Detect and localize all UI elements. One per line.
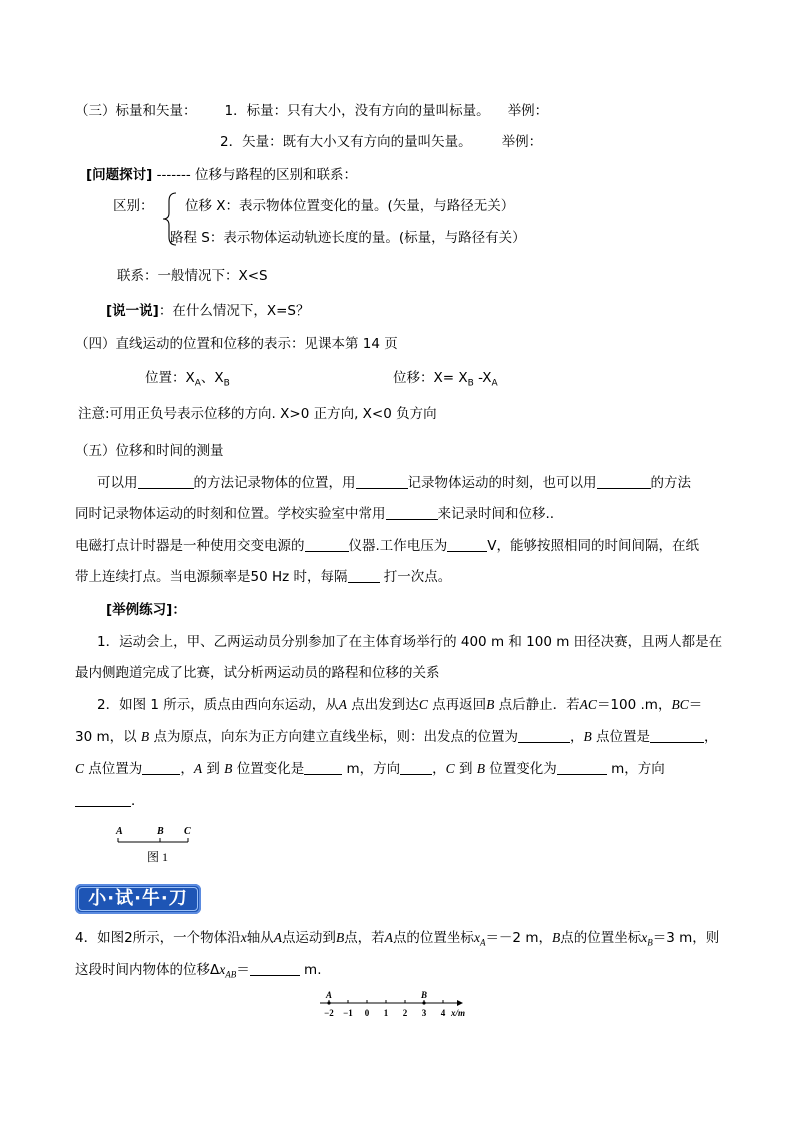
figure1-label-a: A — [116, 826, 123, 837]
text: 这段时间内物体的位移Δ — [75, 962, 220, 978]
text: 可以用 — [97, 475, 138, 491]
practice-banner — [75, 884, 201, 914]
section5-para-line3 — [75, 537, 699, 555]
figure2-label-a: A — [326, 990, 333, 1000]
text: 来记录时间和位移.. — [437, 506, 555, 522]
answer-blank[interactable] — [138, 474, 194, 489]
figure1-label-b: B — [157, 826, 164, 837]
text: 记录物体运动的时刻，也可以用 — [407, 475, 597, 491]
answer-blank[interactable] — [557, 760, 607, 775]
text: 点的位置坐标 — [560, 930, 642, 946]
text: 点，若 — [344, 930, 385, 946]
path-definition: 路程 S：表示物体运动轨迹长度的量。(标量，与路径有关） — [170, 230, 526, 246]
figure2-axis-label: x/m — [451, 1008, 466, 1018]
text: ， — [569, 729, 584, 745]
question2-line3 — [75, 760, 665, 778]
var-a: A — [338, 697, 348, 712]
text: 点位置为 — [84, 761, 143, 777]
scalar-example-label: 举例： — [507, 103, 549, 119]
text: 电磁打点计时器是一种使用交变电源的 — [75, 538, 305, 554]
sub-a: A — [479, 937, 486, 948]
answer-blank[interactable] — [142, 760, 180, 775]
section3-line2 — [220, 133, 542, 151]
section4-heading: （四）直线运动的位置和位移的表示：见课本第 14 页 — [75, 336, 398, 352]
text: 仪器.工作电压为 — [348, 538, 448, 554]
text: 轴从 — [246, 930, 274, 946]
var-x: x — [641, 930, 648, 945]
figure2-tick-label: −1 — [343, 1008, 353, 1018]
var-b: B — [486, 697, 495, 712]
discussion-title: ------- 位移与路程的区别和联系： — [152, 167, 358, 183]
answer-blank[interactable] — [400, 760, 432, 775]
text: 2．如图 1 所示，质点由西向东运动，从 — [97, 697, 339, 713]
text: 点的位置坐标 — [392, 930, 474, 946]
var-x: x — [473, 930, 480, 945]
text: 点位置是 — [591, 729, 651, 745]
answer-blank[interactable] — [650, 728, 704, 743]
figure2-number-line — [310, 988, 485, 1020]
text: ． — [131, 793, 145, 809]
text: 带上连续打点。当电源频率是50 Hz 时，每隔 — [75, 569, 348, 585]
say-question: ：在什么情况下，X=S？ — [158, 303, 310, 319]
vector-example-label: 举例： — [501, 134, 543, 150]
text: ， — [432, 761, 446, 777]
disp-sub-a: A — [491, 378, 498, 389]
figure2-tick-label: 4 — [440, 1008, 446, 1018]
question1-line2: 最内侧跑道完成了比赛，试分析两运动员的路程和位移的关系 — [75, 665, 440, 681]
var-b: B — [583, 729, 592, 744]
say-tag: [说一说] — [106, 303, 159, 319]
text: 30 m，以 — [75, 729, 137, 745]
var-c: C — [445, 761, 455, 776]
axis-arrow-icon — [457, 1000, 463, 1006]
var-c: C — [418, 697, 428, 712]
text: 点出发到达 — [347, 697, 419, 713]
var-x: x — [219, 962, 226, 977]
text: ＝ — [236, 962, 250, 978]
sub-ab: AB — [225, 969, 237, 980]
answer-blank[interactable] — [447, 537, 487, 552]
answer-blank[interactable] — [250, 961, 300, 976]
figure1-diagram — [110, 822, 200, 870]
question1-line1: 1．运动会上，甲、乙两运动员分别参加了在主体育场举行的 400 m 和 100 m 田径决赛，且两人都是在 — [97, 634, 723, 650]
text: 到 — [454, 761, 473, 777]
discussion-tag: [问题探讨] — [86, 167, 153, 183]
section3-heading: （三）标量和矢量： — [75, 103, 197, 119]
text: 点再返回 — [427, 697, 487, 713]
var-b: B — [224, 761, 233, 776]
text: ＝－2 m， — [485, 930, 552, 946]
disp-minus: -X — [473, 370, 492, 386]
figure2-tick-label: 0 — [364, 1008, 370, 1018]
question2-line2 — [75, 728, 718, 746]
figure2-tick-label: 1 — [383, 1008, 389, 1018]
figure2-tick-label: 2 — [402, 1008, 408, 1018]
figure2-tick-label: −2 — [324, 1008, 334, 1018]
answer-blank[interactable] — [356, 474, 408, 489]
text: 的方法 — [650, 475, 691, 491]
section5-heading: （五）位移和时间的测量 — [75, 443, 224, 459]
var-b: B — [140, 729, 150, 744]
text: V，能够按照相同的时间间隔，在纸 — [487, 538, 700, 554]
var-bc: BC — [671, 697, 689, 712]
text: m，方向 — [606, 761, 665, 777]
text: ＝ — [688, 697, 703, 713]
var-b: B — [551, 930, 561, 945]
text: 位置变化是 — [232, 761, 305, 777]
text: ＝3 m，则 — [652, 930, 720, 946]
figure2-tick-label: 3 — [421, 1008, 427, 1018]
var-b: B — [476, 761, 486, 776]
position-sep: 、X — [200, 370, 224, 386]
figure1-label-c: C — [184, 826, 191, 837]
discussion-heading — [86, 166, 357, 184]
var-c: C — [75, 761, 85, 776]
question4-line1 — [75, 929, 719, 952]
text: 同时记录物体运动的时刻和位置。学校实验室中常用 — [75, 506, 386, 522]
question4-line2 — [75, 961, 321, 984]
displacement-expression — [393, 369, 498, 393]
answer-blank[interactable] — [305, 537, 349, 552]
answer-blank[interactable] — [597, 474, 651, 489]
say-line — [106, 302, 309, 320]
section5-para-line4 — [75, 568, 451, 586]
section5-para-line1 — [97, 474, 691, 492]
var-a: A — [193, 761, 203, 776]
question2-line4 — [75, 792, 145, 810]
text: 点运动到 — [281, 930, 336, 946]
scalar-definition: 1．标量：只有大小，没有方向的量叫标量。 — [224, 103, 490, 119]
text: 的方法记录物体的位置，用 — [193, 475, 356, 491]
vector-definition: 2．矢量：既有大小又有方向的量叫矢量。 — [220, 134, 472, 150]
text: 打一次点。 — [379, 569, 452, 585]
position-label: 位置：X — [145, 370, 195, 386]
answer-blank[interactable] — [304, 760, 342, 775]
var-b: B — [335, 930, 345, 945]
section3-line1 — [75, 102, 548, 120]
figure2-label-b: B — [421, 990, 428, 1000]
text: m. — [299, 962, 322, 978]
banner-text: 小·试·牛·刀 — [88, 888, 188, 909]
answer-blank[interactable] — [75, 792, 131, 807]
var-a: A — [273, 930, 282, 945]
text: 到 — [202, 761, 220, 777]
text: 位置变化为 — [485, 761, 557, 777]
answer-blank[interactable] — [518, 728, 570, 743]
sub-b: B — [647, 937, 653, 948]
disp-sub-b: B — [467, 378, 474, 389]
text: ＝100 .m， — [596, 697, 672, 713]
position-sub-b: B — [223, 378, 230, 389]
difference-label: 区别： — [113, 198, 154, 214]
displacement-definition: 位移 X：表示物体位置变化的量。(矢量，与路径无关） — [185, 198, 515, 214]
var-x: x — [240, 930, 247, 945]
text: 点为原点，向东为正方向建立直线坐标，则：出发点的位置为 — [149, 729, 518, 745]
position-expression — [145, 369, 230, 393]
text: 4．如图2所示，一个物体沿 — [75, 930, 241, 946]
practice-tag: [举例练习]： — [106, 602, 186, 618]
answer-blank[interactable] — [386, 505, 438, 520]
answer-blank[interactable] — [348, 568, 380, 583]
section5-para-line2 — [75, 505, 554, 523]
var-ac: AC — [579, 697, 597, 712]
question2-line1 — [97, 696, 702, 714]
displacement-label: 位移：X= X — [393, 370, 468, 386]
text: ， — [180, 761, 194, 777]
sign-note: 注意:可用正负号表示位移的方向. X>0 正方向, X<0 负方向 — [78, 406, 437, 422]
text: m，方向 — [342, 761, 401, 777]
var-a: A — [384, 930, 393, 945]
relation-text: 联系：一般情况下：X<S — [117, 268, 268, 284]
text: ， — [704, 729, 718, 745]
text: 点后静止．若 — [494, 697, 580, 713]
position-sub-a: A — [194, 378, 201, 389]
figure1-caption: 图 1 — [147, 850, 169, 864]
